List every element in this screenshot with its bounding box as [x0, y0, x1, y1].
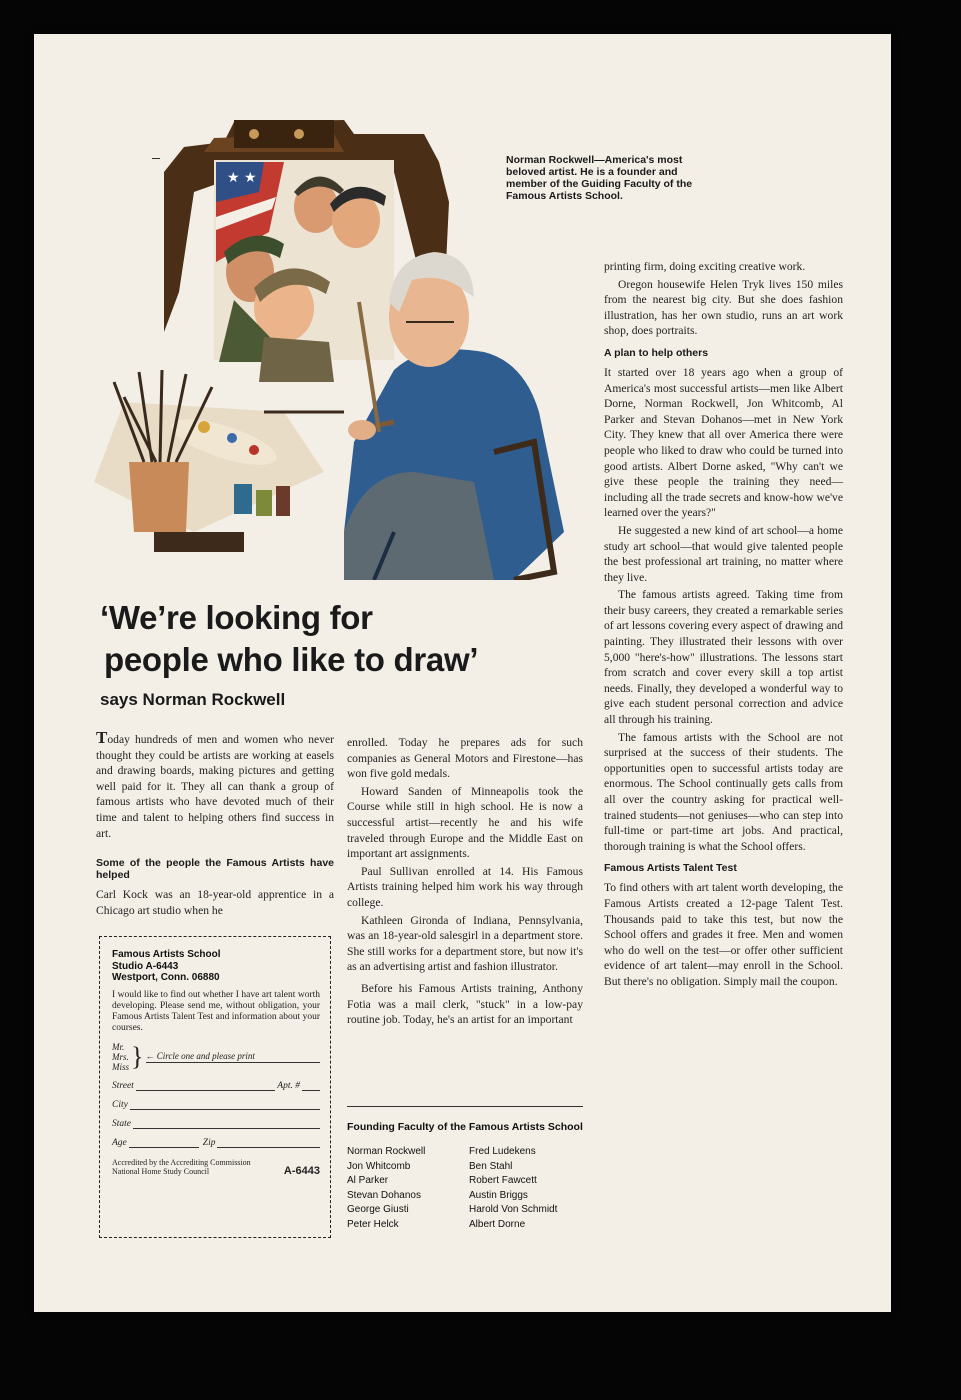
subhead-talent-test: Famous Artists Talent Test — [604, 862, 737, 875]
subhead-plan: A plan to help others — [604, 346, 709, 359]
accreditation: Accredited by the Accrediting Commission National Home Study Council A-6443 — [112, 1157, 320, 1177]
faculty-names — [347, 1145, 583, 1232]
coupon-request-text: I would like to find out whether I have art talent worth developing. Please send me, without obligation, your Famous Artists Talent Test and information about your courses. — [112, 989, 320, 1033]
byline: says Norman Rockwell — [100, 690, 286, 709]
column-3 — [604, 259, 843, 992]
headline-line-1: ‘We’re looking for — [100, 599, 373, 636]
paragraph-carl-kock-cont: enrolled. Today he prepares ads for such companies as General Motors and Firestone—has won five gold medals. — [347, 736, 583, 781]
faculty-name: Harold Von Schmidt — [469, 1204, 558, 1215]
paragraph-paul-sullivan: Paul Sullivan enrolled at 14. His Famous Artists training helped him work his way through college. — [347, 864, 583, 909]
paragraph-home-study: He suggested a new kind of art school—a home study art school—that would give talented people the best professional art training, no matter where they live. — [604, 523, 843, 584]
headline — [100, 597, 560, 681]
faculty-name: Norman Rockwell — [347, 1146, 426, 1157]
faculty-name: Albert Dorne — [469, 1218, 526, 1230]
street-field[interactable]: Street Apt. # — [112, 1081, 320, 1091]
coupon-code: A-6443 — [283, 1164, 320, 1177]
intro-paragraph: Today hundreds of men and women who never thought they could be artists are working at easels and drawing boards, making pictures and getting well paid for it. They all can thank a group of famous artists who have devoted much of their time and talent to helping others find success in art. — [96, 728, 334, 840]
faculty-name: Fred Ludekens — [469, 1146, 536, 1157]
faculty-name: Austin Briggs — [469, 1189, 528, 1201]
subhead-helped: Some of the people the Famous Artists have helped — [96, 857, 334, 882]
magazine-page — [34, 34, 891, 1312]
faculty-name: George Giusti — [347, 1204, 409, 1215]
paragraph-helen-tryk: Oregon housewife Helen Tryk lives 150 miles from the nearest big city. But she does fashion illustration, has her own studio, runs an art work shop, does portraits. — [604, 277, 843, 338]
faculty-name: Al Parker — [347, 1175, 389, 1186]
illustration-caption: Norman Rockwell—America's most beloved artist. He is a founder and member of the Guiding Faculty of the Famous Artists School. — [506, 154, 693, 202]
faculty-name: Ben Stahl — [469, 1160, 513, 1172]
faculty-name: Stevan Dohanos — [347, 1189, 421, 1201]
paragraph-howard-sanden: Howard Sanden of Minneapolis took the Course while still in high school. He is now a successful artist—recently he and his wife traveled through Europe and the Middle East on important art assignments. — [347, 784, 583, 861]
column-2 — [347, 735, 583, 1030]
faculty-title: Founding Faculty of the Famous Artists School — [347, 1121, 583, 1133]
column-1 — [96, 730, 334, 920]
state-field[interactable]: State — [112, 1119, 320, 1129]
paragraph-anthony-fotia: Before his Famous Artists training, Anthony Fotia was a mail clerk, "stuck" in a low-pay routine job. Today, he's an artist for an important — [347, 981, 583, 1027]
coupon-address: Famous Artists School Studio A-6443 Westport, Conn. 06880 — [112, 949, 221, 983]
headline-line-2: people who like to draw’ — [104, 641, 479, 678]
paragraph-lessons: The famous artists agreed. Taking time from their busy careers, they created a remarkable series of art lessons covering every aspect of drawing and painting. They illustrated their lessons with over 5,000 "here's-how" illustrations. The lessons start from scratch and cover every skill a top artist needs. Finally, they developed a wonderful way to give each student personal correction and advice all through his training. — [604, 588, 843, 727]
svg-text:★ ★: ★ ★ — [227, 170, 257, 186]
paragraph-opportunities: The famous artists with the School are not surprised at the success of their students. The opportunities open to successful artists today are enormous. The School continually gets calls from all over the country asking for practical well-trained students—not geniuses—who can step into full-time or part-time art jobs. And practical, thorough training is what the School offers. — [604, 730, 843, 853]
city-field[interactable]: City — [112, 1100, 320, 1110]
drop-cap: T — [96, 728, 108, 747]
paragraph-talent-test: To find others with art talent worth developing, the Famous Artists created a 12-page Talent Test. Thousands paid to take this test, but now the School offers and grades it free. Men and women who do well on the test—or offer other sufficient evidence of art talent—may enroll in the School. But there's no obligation. Simply mail the coupon. — [604, 881, 843, 988]
faculty-name: Robert Fawcett — [469, 1175, 537, 1186]
salutation-options[interactable]: Mr. Mrs. Miss — [112, 1041, 130, 1072]
rockwell-illustration — [94, 112, 564, 580]
paragraph-kathleen-gironda: Kathleen Gironda of Indiana, Pennsylvania, was an 18-year-old salesgirl in a department store. She still works for a department store, but now it's as an advertising artist and fashion illustrator. — [347, 913, 583, 974]
faculty-name: Jon Whitcomb — [347, 1160, 411, 1172]
salutation-choice[interactable] — [112, 1042, 320, 1072]
paragraph-history: It started over 18 years ago when a group of America's most successful artists—men like Albert Dorne, Norman Rockwell, Jon Whitcomb, Al Parker and Stevan Dohanos—met in New York City. They knew that all over America there were people who liked to draw who could be turned into good artists. Albert Dorne asked, "Why can't we give these people the training they need—including all the trade secrets and know-how we've learned over the years?" — [604, 365, 843, 520]
founding-faculty — [347, 1106, 583, 1232]
brace-glyph: } — [131, 1041, 144, 1071]
circle-instruction: ← Circle one and please print — [146, 1051, 321, 1063]
age-zip-field[interactable]: Age Zip — [112, 1138, 320, 1148]
paragraph-printing-firm: printing firm, doing exciting creative work. — [604, 260, 806, 273]
paragraph-carl-kock: Carl Kock was an 18-year-old apprentice in a Chicago art studio when he — [96, 888, 334, 917]
mail-coupon[interactable] — [99, 936, 331, 1238]
faculty-name: Peter Helck — [347, 1218, 399, 1230]
